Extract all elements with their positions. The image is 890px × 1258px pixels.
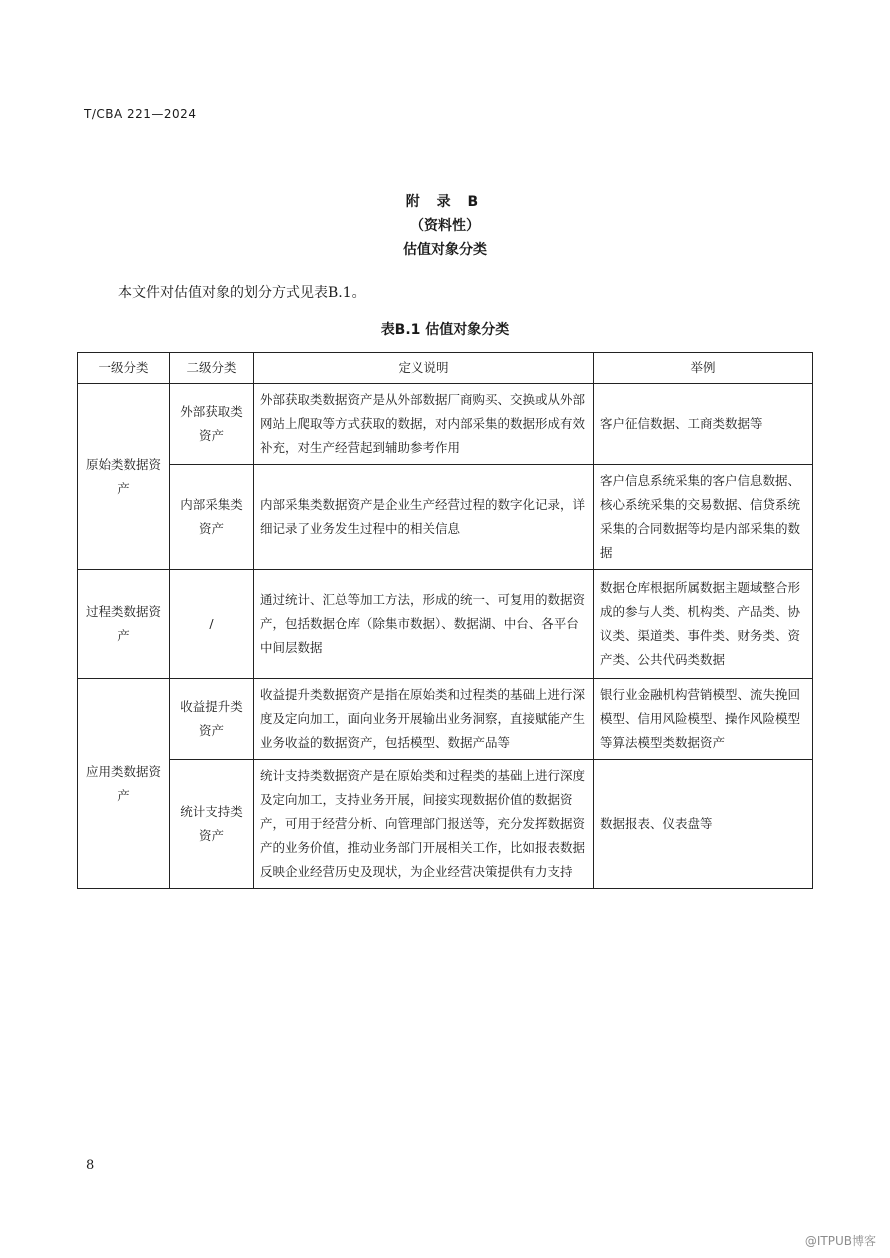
watermark: @ITPUB博客: [804, 1234, 876, 1248]
classification-table: [77, 352, 813, 889]
secondary-category-cell: 收益提升类资产: [170, 679, 254, 760]
definition-cell: 通过统计、汇总等加工方法，形成的统一、可复用的数据资产，包括数据仓库（除集市数据）、数据湖、中台、各平台中间层数据: [254, 570, 594, 679]
table-header-row: [78, 353, 813, 384]
example-cell: 数据报表、仪表盘等: [594, 760, 813, 889]
table-caption: 表B.1 估值对象分类: [380, 322, 510, 338]
table-row: [78, 760, 813, 889]
example-cell: 数据仓库根据所属数据主题域整合形成的参与人类、机构类、产品类、协议类、渠道类、事件类、财务类、资产类、公共代码类数据: [594, 570, 813, 679]
header-primary-category: 一级分类: [78, 353, 170, 384]
table-row: [78, 679, 813, 760]
appendix-label: 附 录 B: [405, 194, 485, 210]
definition-cell: 统计支持类数据资产是在原始类和过程类的基础上进行深度及定向加工，支持业务开展，间接实现数据价值的数据资产，可用于经营分析、向管理部门报送等，充分发挥数据资产的业务价值，推动业务部门开展相关工作，比如报表数据反映企业经营历史及现状，为企业经营决策提供有力支持: [254, 760, 594, 889]
table-row: [78, 570, 813, 679]
standard-code: T/CBA 221—2024: [84, 107, 197, 121]
definition-cell: 收益提升类数据资产是指在原始类和过程类的基础上进行深度及定向加工，面向业务开展输出业务洞察，直接赋能产生业务收益的数据资产，包括模型、数据产品等: [254, 679, 594, 760]
table-row: [78, 384, 813, 465]
secondary-category-cell: 外部获取类资产: [170, 384, 254, 465]
header-definition: 定义说明: [254, 353, 594, 384]
secondary-category-cell: 统计支持类资产: [170, 760, 254, 889]
primary-category-cell: 应用类数据资产: [78, 679, 170, 889]
primary-category-cell: 过程类数据资产: [78, 570, 170, 679]
page-number: 8: [86, 1158, 95, 1173]
example-cell: 银行业金融机构营销模型、流失挽回模型、信用风险模型、操作风险模型等算法模型类数据资产: [594, 679, 813, 760]
definition-cell: 外部获取类数据资产是从外部数据厂商购买、交换或从外部网站上爬取等方式获取的数据，对内部采集的数据形成有效补充，对生产经营起到辅助参考作用: [254, 384, 594, 465]
header-example: 举例: [594, 353, 813, 384]
appendix-title: 估值对象分类: [403, 242, 487, 258]
definition-cell: 内部采集类数据资产是企业生产经营过程的数字化记录，详细记录了业务发生过程中的相关信息: [254, 465, 594, 570]
example-cell: 客户信息系统采集的客户信息数据、核心系统采集的交易数据、信贷系统采集的合同数据等均是内部采集的数据: [594, 465, 813, 570]
table-row: [78, 465, 813, 570]
example-cell: 客户征信数据、工商类数据等: [594, 384, 813, 465]
primary-category-cell: 原始类数据资产: [78, 384, 170, 570]
secondary-category-cell: 内部采集类资产: [170, 465, 254, 570]
header-secondary-category: 二级分类: [170, 353, 254, 384]
intro-paragraph: 本文件对估值对象的划分方式见表B.1。: [118, 285, 366, 301]
appendix-nature: （资料性）: [410, 218, 480, 234]
secondary-category-cell: /: [170, 570, 254, 679]
